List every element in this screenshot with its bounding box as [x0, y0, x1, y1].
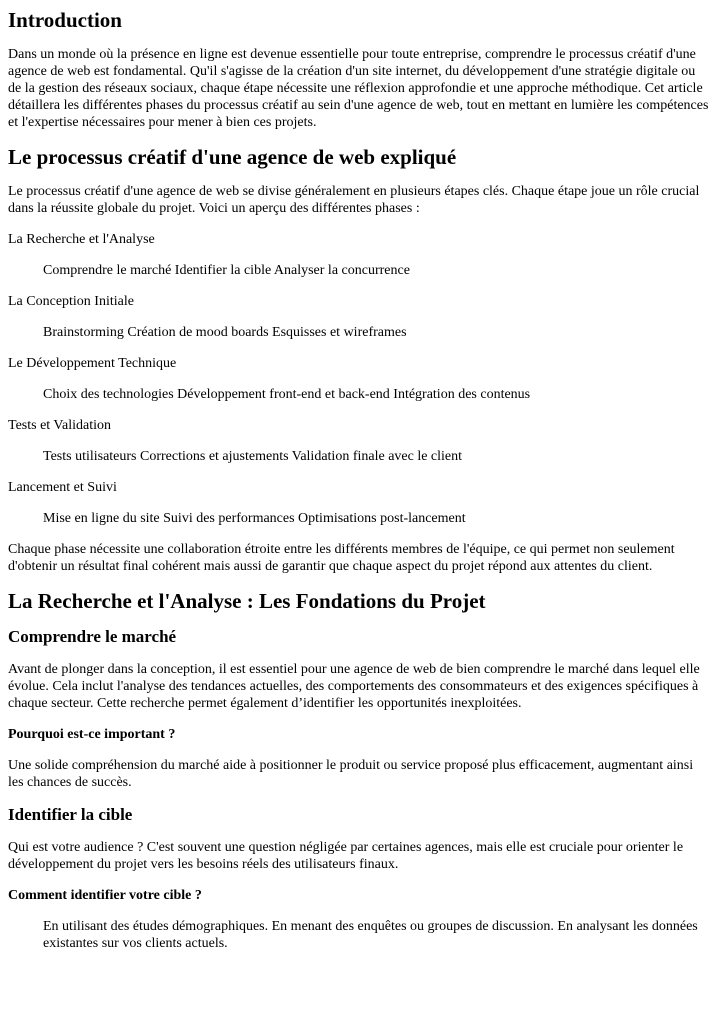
intro-paragraph: Dans un monde où la présence en ligne est devenue essentielle pour toute entreprise, comprendre le processus créatif d'une agence de web est fondamental. Qu'il s'agisse de la création d'un site internet, du développement d'une stratégie digitale ou de la gestion des réseaux sociaux, chaque étape nécessite une réflexion approfondie et une approche méthodique. Cet article détaillera les différentes phases du processus créatif au sein d'une agence de web, tout en mettant en lumière les compétences et l'expertise nécessaires pour mener à bien ces projets. [8, 47, 709, 130]
phase-label: La Conception Initiale [8, 294, 134, 309]
phase-items: Tests utilisateurs Corrections et ajustements Validation finale avec le client [43, 449, 463, 464]
target-paragraph: Qui est votre audience ? C'est souvent une question négligée par certaines agences, mais elle est cruciale pour orienter le développement du projet vers les besoins réels des utilisateurs finaux. [8, 840, 684, 872]
process-closing: Chaque phase nécessite une collaboration étroite entre les différents membres de l'équipe, ce qui permet non seulement d'obtenir un résultat final cohérent mais aussi de garantir que chaque aspect du projet répond aux attentes du client. [8, 542, 675, 574]
target-items: En utilisant des études démographiques. En menant des enquêtes ou groupes de discussion. En analysant les données existantes sur vos clients actuels. [43, 919, 698, 951]
phase-items: Mise en ligne du site Suivi des performances Optimisations post-lancement [43, 511, 466, 526]
phase-items: Choix des technologies Développement front-end et back-end Intégration des contenus [43, 387, 531, 402]
market-subparagraph: Une solide compréhension du marché aide à positionner le produit ou service proposé plus efficacement, augmentant ainsi les chances de succès. [8, 758, 694, 790]
target-heading: Identifier la cible [8, 805, 133, 824]
phase-label: Tests et Validation [8, 418, 111, 433]
market-paragraph: Avant de plonger dans la conception, il est essentiel pour une agence de web de bien comprendre le marché dans lequel elle évolue. Cela inclut l'analyse des tendances actuelles, des comportements des consommateurs et des exigences spécifiques à chaque secteur. Cette recherche permet également d’identifier les opportunités inexploitées. [8, 662, 700, 711]
process-paragraph: Le processus créatif d'une agence de web se divise généralement en plusieurs étapes clés. Chaque étape joue un rôle crucial dans la réussite globale du projet. Voici un aperçu des différentes phases : [8, 184, 700, 216]
market-heading: Comprendre le marché [8, 627, 177, 646]
phase-label: La Recherche et l'Analyse [8, 232, 155, 247]
intro-heading: Introduction [8, 8, 122, 32]
process-heading: Le processus créatif d'une agence de web expliqué [8, 145, 457, 169]
article [0, 8, 720, 952]
research-heading: La Recherche et l'Analyse : Les Fondations du Projet [8, 589, 486, 613]
market-subheading: Pourquoi est-ce important ? [8, 727, 176, 742]
phase-label: Lancement et Suivi [8, 480, 117, 495]
phase-items: Comprendre le marché Identifier la cible Analyser la concurrence [43, 263, 410, 278]
phase-items: Brainstorming Création de mood boards Esquisses et wireframes [43, 325, 407, 340]
target-subheading: Comment identifier votre cible ? [8, 888, 202, 903]
phase-label: Le Développement Technique [8, 356, 177, 371]
phase-list [8, 231, 712, 527]
